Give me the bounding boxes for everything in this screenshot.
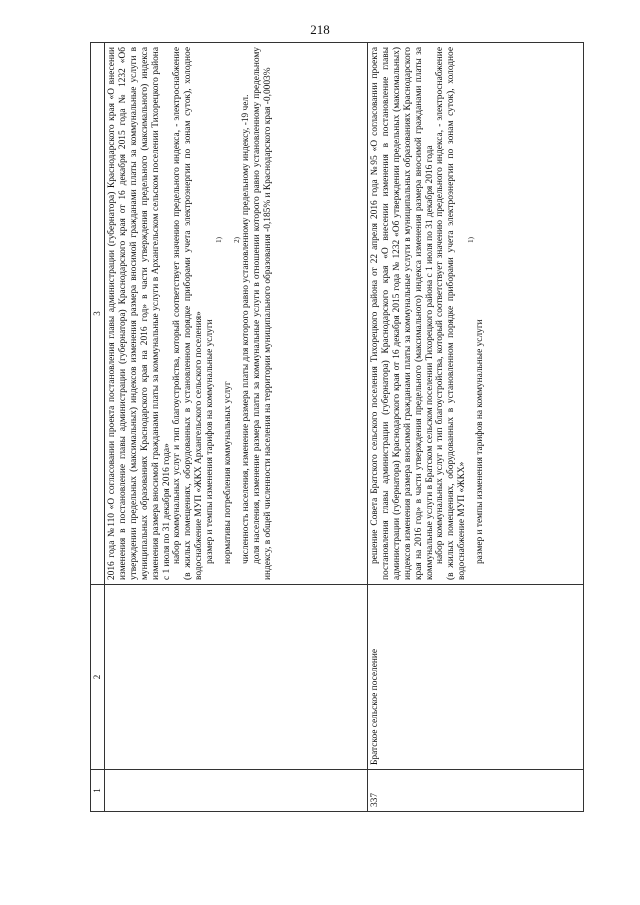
column-header-2: 2 <box>91 585 105 770</box>
rotated-table-wrapper <box>90 42 584 812</box>
table-row <box>105 43 368 812</box>
header-row <box>91 43 105 812</box>
page-number: 218 <box>310 22 330 37</box>
row-number-cell: 337 <box>368 770 584 812</box>
footnote-marker: 1) <box>467 237 476 243</box>
description-paragraph: 2016 года №110 «О согласовании проекта постановления главы администрации (губернатора) Краснодарского края «О внесении изменения в постановление главы администрации (губернатора) Краснодарского края от 16 декабря 2015 года № 1232 «Об утверждении предельных (максимальных) индексов изменения размера вносимой гражданами платы за коммунальные услуги в муниципальных образованиях Краснодарского края на 2016 год» в части утверждения предельного (максимального) индекса изменения размера вносимой гражданами платы за коммунальные услуги в Архангельском сельском поселении Тихорецкого района с 1 июля по 31 декабря 2016 года» <box>107 47 172 580</box>
column-header-1: 1 <box>91 770 105 812</box>
description-paragraph: решение Совета Братского сельского поселения Тихорецкого района от 22 апреля 2016 года №95 «О согласовании проекта постановления главы администрации (губернатора) Краснодарского края «О внесении изменения в постановление главы администрации (губернатора) Краснодарского края от 16 декабря 2015 года № 1232 «Об утверждении предельных (максимальных) индексов изменения размера вносимой гражданами платы за коммунальные услуги в муниципальных образованиях Краснодарского края на 2016 год» в части утверждения предельного (максимального) индекса изменения размера вносимой гражданами платы за коммунальные услуги в Братском сельском поселении Тихорецкого района с 1 июля по 31 декабря 2016 года <box>370 47 435 580</box>
description-paragraph: набор коммунальных услуг и тип благоустройства, который соответствует значению предельного индекса, - электроснабжение (в жилых помещениях, оборудованных в установленном порядке приборами учета электроэнергии по зонам суток), холодное водоснабжение МУП «ЖКХ» <box>435 47 468 580</box>
footnote-marker: 2) <box>232 237 241 243</box>
column-header-3: 3 <box>91 43 105 585</box>
table-row <box>368 43 584 812</box>
description-paragraph: доля населения, изменение размера платы за коммунальные услуги в отношении которого равно установленному предельному индексу, в общей численности населения на территории муниципального образования -0,185% и Краснодарского края -0,0003% <box>251 47 273 580</box>
description-paragraph: размер и темпы изменения тарифов на коммунальные услуги <box>475 319 486 564</box>
footnote-marker: 1) <box>215 237 224 243</box>
settlement-name-cell <box>105 585 368 770</box>
data-table <box>90 42 584 812</box>
description-paragraph: размер и темпы изменения тарифов на коммунальные услуги <box>205 319 216 564</box>
description-paragraph: набор коммунальных услуг и тип благоустройства, который соответствует значению предельного индекса, - электроснабжение (в жилых помещениях, оборудованных в установленном порядке приборами учета электроэнергии по зонам суток), холодное водоснабжение МУП «ЖКХ Архангельского сельского поселения» <box>172 47 205 580</box>
settlement-name-cell: Братское сельское поселение <box>368 585 584 770</box>
row-number-cell <box>105 770 368 812</box>
description-paragraph: численность населения, изменение размера платы для которого равно установленному предельному индексу, -19 чел. <box>240 94 251 564</box>
description-cell <box>105 43 368 585</box>
description-cell <box>368 43 584 585</box>
description-paragraph: нормативы потребления коммунальных услуг <box>223 381 234 564</box>
